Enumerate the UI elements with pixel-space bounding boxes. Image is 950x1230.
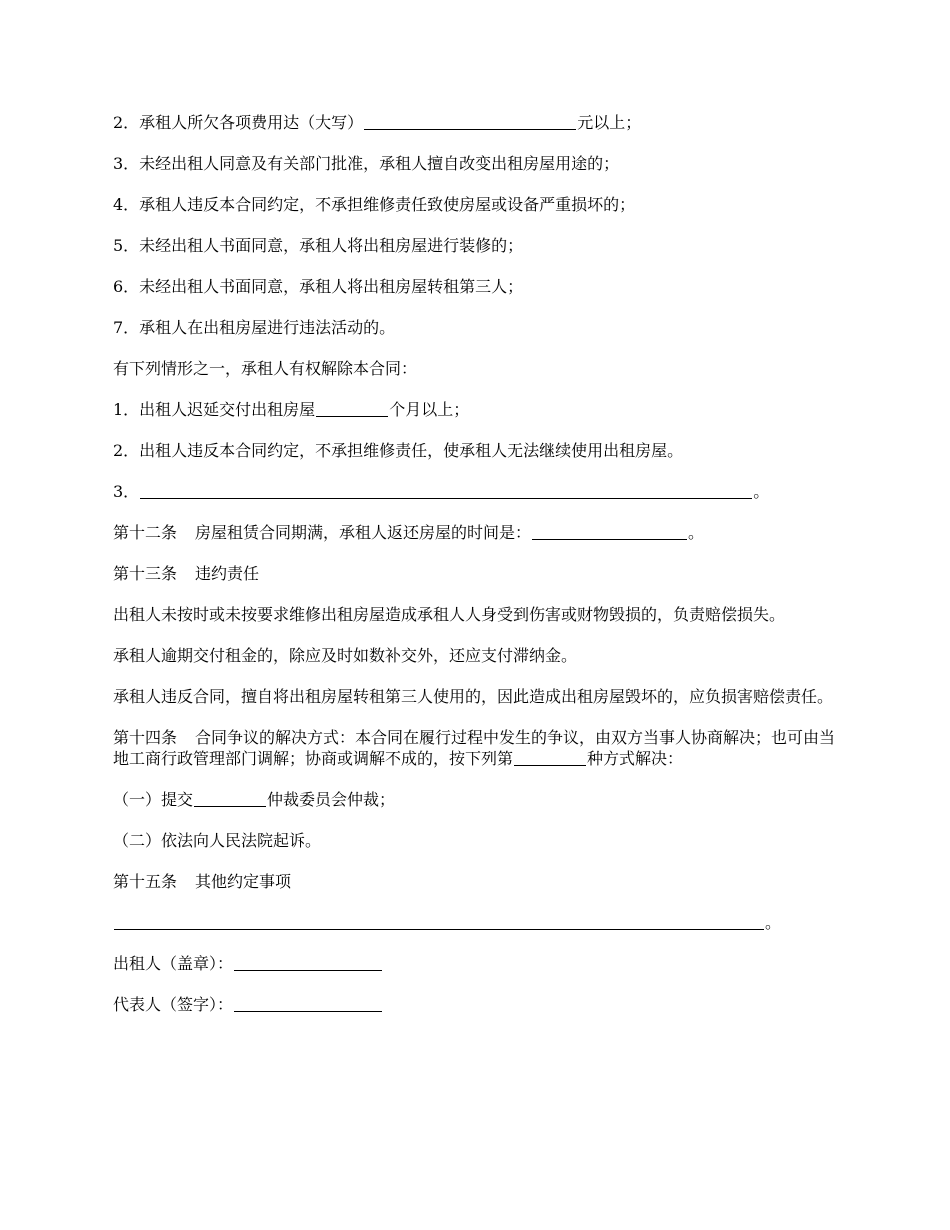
article-number: 第十二条 xyxy=(113,523,178,542)
clause-text: 2．承租人所欠各项费用达（大写） xyxy=(113,113,364,132)
clause-text: 。 xyxy=(688,523,705,542)
clause-item-3: 3．未经出租人同意及有关部门批准，承租人擅自改变出租房屋用途的； xyxy=(113,154,620,173)
clause-item-7: 7．承租人在出租房屋进行违法活动的。 xyxy=(113,318,396,337)
method-blank[interactable] xyxy=(514,749,586,766)
clause-text: 个月以上； xyxy=(389,400,470,419)
months-blank[interactable] xyxy=(316,400,388,417)
tenant-clause-2: 2．出租人违反本合同约定，不承担维修责任，使承租人无法继续使用出租房屋。 xyxy=(113,441,684,460)
clause-item-4: 4．承租人违反本合同约定，不承担维修责任致使房屋或设备严重损坏的； xyxy=(113,195,636,214)
option-text: （一）提交 xyxy=(113,790,194,809)
clause-text: 种方式解决： xyxy=(587,749,684,768)
other-terms-line xyxy=(113,912,843,933)
article-15 xyxy=(113,871,843,892)
article-12 xyxy=(113,522,843,543)
clause-text: 。 xyxy=(753,482,770,501)
option-text: 仲裁委员会仲裁； xyxy=(267,790,396,809)
clause-text: 1．出租人迟延交付出租房屋 xyxy=(113,400,316,419)
article-text: 合同争议的解决方式：本合同在履行过程中发生的争议，由双方当事人协商解决；也可由当地工商行政管理部门调解；协商或调解不成的，按下列第 xyxy=(113,728,836,768)
signature-label: 出租人（盖章）： xyxy=(113,954,234,973)
article-number: 第十三条 xyxy=(113,564,178,583)
clause-item-6: 6．未经出租人书面同意，承租人将出租房屋转租第三人； xyxy=(113,277,524,296)
clause-text: 元以上； xyxy=(577,113,642,132)
liability-paragraph-1: 出租人未按时或未按要求维修出租房屋造成承租人人身受到伤害或财物毁损的，负责赔偿损失。 xyxy=(113,605,786,624)
article-number: 第十五条 xyxy=(113,872,178,891)
representative-sign-line xyxy=(113,994,843,1015)
lessor-seal-line xyxy=(113,953,843,974)
tenant-termination-heading: 有下列情形之一，承租人有权解除本合同： xyxy=(113,359,418,378)
other-clause-blank[interactable] xyxy=(140,482,752,499)
option-1 xyxy=(113,789,843,810)
tenant-clause-3 xyxy=(113,481,843,502)
article-title: 违约责任 xyxy=(195,564,260,583)
article-text: 房屋租赁合同期满，承租人返还房屋的时间是： xyxy=(195,523,532,542)
signature-label: 代表人（签字）： xyxy=(113,995,234,1014)
amount-blank[interactable] xyxy=(364,113,576,130)
article-14 xyxy=(113,727,843,769)
lessor-seal-blank[interactable] xyxy=(234,954,382,971)
tenant-clause-1 xyxy=(113,399,843,420)
liability-paragraph-3: 承租人违反合同，擅自将出租房屋转租第三人使用的，因此造成出租房屋毁坏的，应负损害赔偿责任。 xyxy=(113,687,834,706)
article-number: 第十四条 xyxy=(113,728,178,747)
return-date-blank[interactable] xyxy=(532,523,687,540)
option-2: （二）依法向人民法院起诉。 xyxy=(113,831,322,850)
representative-sign-blank[interactable] xyxy=(234,995,382,1012)
clause-item-5: 5．未经出租人书面同意，承租人将出租房屋进行装修的； xyxy=(113,236,524,255)
clause-number: 3． xyxy=(113,482,140,501)
article-13 xyxy=(113,563,843,584)
clause-text: 。 xyxy=(765,913,782,932)
arbitration-blank[interactable] xyxy=(194,790,266,807)
other-terms-blank[interactable] xyxy=(114,913,764,930)
liability-paragraph-2: 承租人逾期交付租金的，除应及时如数补交外，还应支付滞纳金。 xyxy=(113,646,578,665)
article-title: 其他约定事项 xyxy=(195,872,292,891)
contract-page xyxy=(113,112,843,1035)
clause-item-2 xyxy=(113,112,843,133)
